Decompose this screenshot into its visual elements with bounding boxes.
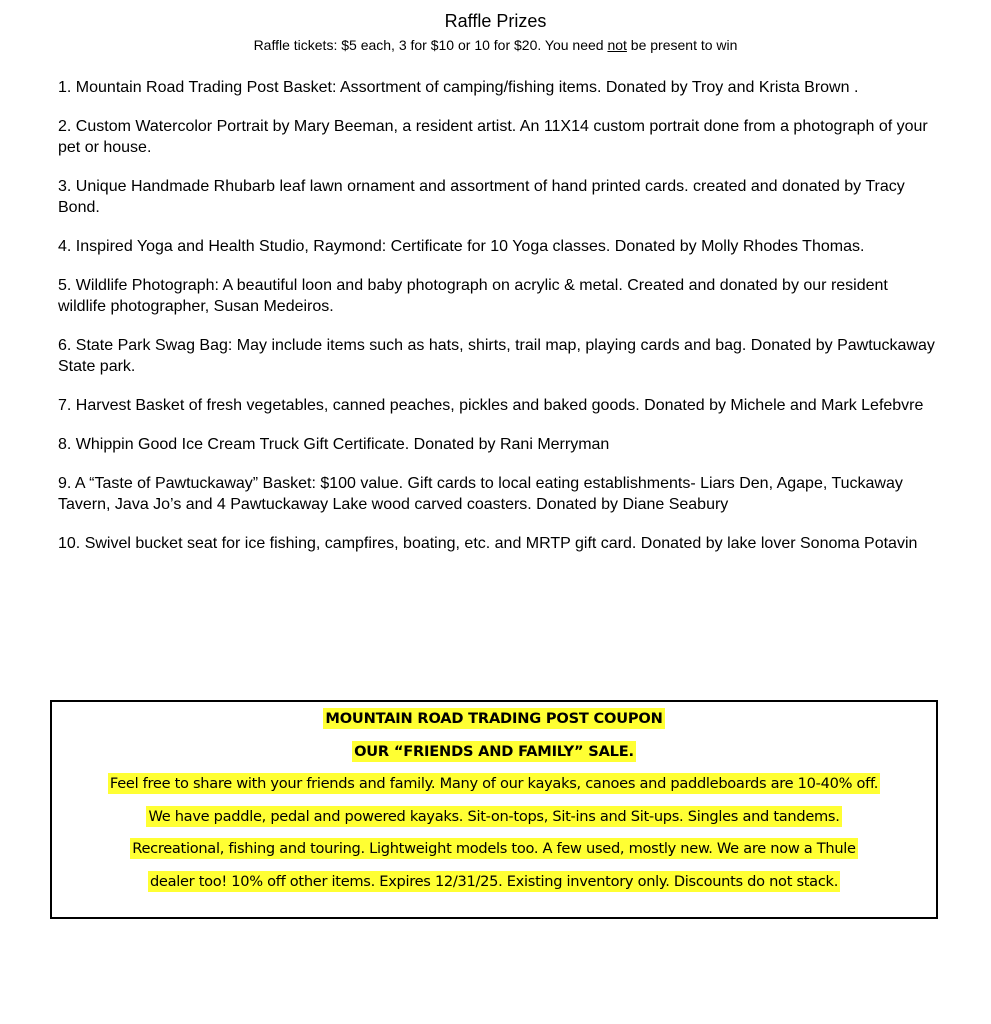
coupon-heading-line	[52, 705, 936, 738]
coupon-box	[50, 700, 938, 919]
page-subtitle	[0, 36, 991, 54]
prize-item-2: 2. Custom Watercolor Portrait by Mary Beeman, a resident artist. An 11X14 custom portrait done from a photograph of your pet or house.	[58, 118, 928, 156]
prize-item-7: 7. Harvest Basket of fresh vegetables, canned peaches, pickles and baked goods. Donated by Michele and Mark Lefebvre	[58, 397, 924, 414]
coupon-body-line-4	[52, 868, 936, 901]
prize-item-4: 4. Inspired Yoga and Health Studio, Raymond: Certificate for 10 Yoga classes. Donated by Molly Rhodes Thomas.	[58, 238, 865, 255]
coupon-content	[52, 705, 936, 900]
prize-item-8: 8. Whippin Good Ice Cream Truck Gift Certificate. Donated by Rani Merryman	[58, 436, 610, 453]
coupon-body-text: Recreational, fishing and touring. Lightweight models too. A few used, mostly new. We are now a Thule	[132, 840, 856, 857]
prize-list	[58, 77, 938, 572]
coupon-body-line-2	[52, 803, 936, 836]
subtitle-text-end: be present to win	[626, 37, 738, 53]
prize-item-1: 1. Mountain Road Trading Post Basket: Assortment of camping/fishing items. Donated by Troy and Krista Brown .	[58, 79, 859, 96]
coupon-heading: MOUNTAIN ROAD TRADING POST COUPON	[325, 710, 663, 727]
coupon-body-text: dealer too! 10% off other items. Expires 12/31/25. Existing inventory only. Discounts do not stack.	[149, 872, 839, 890]
prize-item-5: 5. Wildlife Photograph: A beautiful loon and baby photograph on acrylic & metal. Created and donated by our resident wildlife photographer, Susan Medeiros.	[58, 277, 888, 315]
coupon-body-text: We have paddle, pedal and powered kayaks. Sit-on-tops, Sit-ins and Sit-ups. Singles and tandems.	[148, 807, 840, 825]
coupon-body-line-1	[52, 770, 936, 803]
subtitle-emphasis: not	[607, 37, 627, 53]
coupon-subheading-line	[52, 738, 936, 771]
coupon-body-line-3	[52, 835, 936, 868]
prize-item-3: 3. Unique Handmade Rhubarb leaf lawn ornament and assortment of hand printed cards. created and donated by Tracy Bond.	[58, 178, 905, 216]
subtitle-text-start: Raffle tickets: $5 each, 3 for $10 or 10 for $20. You need	[253, 37, 608, 53]
coupon-subheading: OUR “FRIENDS AND FAMILY” SALE.	[354, 742, 634, 760]
prize-item-10: 10. Swivel bucket seat for ice fishing, campfires, boating, etc. and MRTP gift card. Donated by lake lover Sonoma Potavin	[58, 535, 918, 552]
prize-item-6: 6. State Park Swag Bag: May include items such as hats, shirts, trail map, playing cards and bag. Donated by Pawtuckaway State park.	[58, 337, 935, 375]
page-title: Raffle Prizes	[444, 11, 547, 31]
coupon-body-text: Feel free to share with your friends and family. Many of our kayaks, canoes and paddleboards are 10-40% off.	[109, 775, 879, 792]
prize-item-9: 9. A “Taste of Pawtuckaway” Basket: $100 value. Gift cards to local eating establishments- Liars Den, Agape, Tuckaway Tavern, Java Jo’s and 4 Pawtuckaway Lake wood carved coasters. Donated by Diane Seabury	[58, 475, 903, 513]
